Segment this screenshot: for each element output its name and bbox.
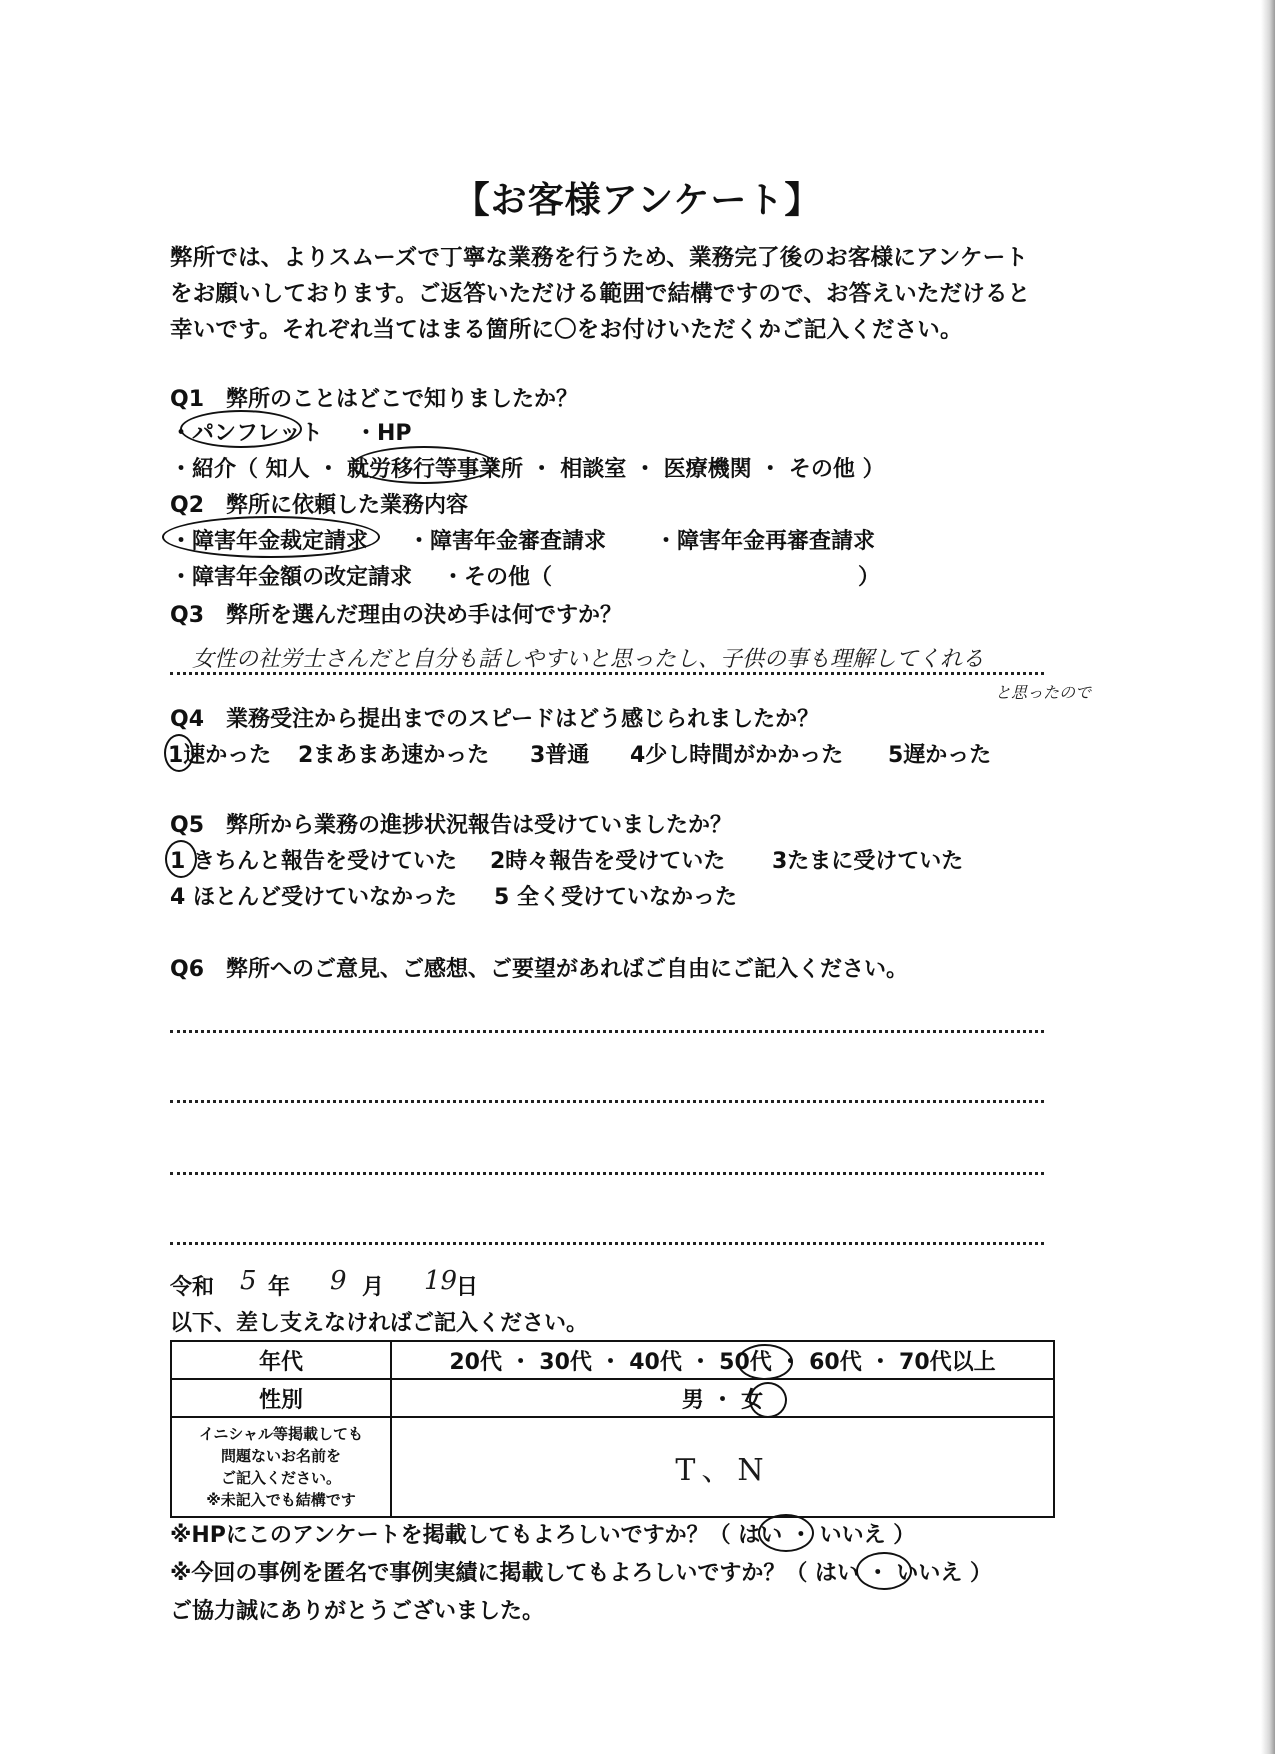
q5-option-4[interactable]: 4 ほとんど受けていなかった xyxy=(170,885,457,910)
date-month-value: 9 xyxy=(330,1266,347,1296)
q2-option-revision[interactable]: ・障害年金額の改定請求 xyxy=(170,565,413,590)
name-label-line-4: ※未記入でも結構です xyxy=(206,1491,356,1509)
q6-answer-line-2[interactable] xyxy=(170,1100,1044,1103)
q2-option-review[interactable]: ・障害年金審査請求 xyxy=(408,529,607,554)
q2-selected-circle xyxy=(162,516,380,558)
name-value-cell[interactable] xyxy=(391,1417,1054,1517)
consent-case-selected-circle xyxy=(856,1552,912,1590)
age-options[interactable] xyxy=(391,1341,1054,1379)
q4-option-1[interactable]: 1速かった xyxy=(168,743,272,768)
q1-question: Q1 弊所のことはどこで知りましたか？ xyxy=(170,387,579,412)
consent-case-study[interactable]: ※今回の事例を匿名で事例実績に掲載してもよろしいですか？（ はい ・ いいえ ） xyxy=(170,1561,993,1586)
gender-label: 性別 xyxy=(171,1379,391,1417)
age-selected-circle xyxy=(737,1344,793,1380)
q1-option-referral[interactable]: ・紹介（ 知人 ・ 就労移行等事業所 ・ 相談室 ・ 医療機関 ・ その他 ） xyxy=(170,457,885,482)
q4-option-2[interactable]: 2まあまあ速かった xyxy=(298,743,490,768)
q4-question: Q4 業務受注から提出までのスピードはどう感じられましたか？ xyxy=(170,707,820,732)
page-title: 【お客様アンケート】 xyxy=(453,180,822,221)
date-year-value: 5 xyxy=(240,1266,257,1296)
page-edge-shadow xyxy=(1261,0,1275,1754)
q5-option-5[interactable]: 5 全く受けていなかった xyxy=(494,885,737,910)
date-day-label: 日 xyxy=(456,1275,479,1300)
q4-option-4[interactable]: 4少し時間がかかった xyxy=(630,743,844,768)
q2-option-initial-claim[interactable]: ・障害年金裁定請求 xyxy=(170,529,369,554)
q4-option-3[interactable]: 3普通 xyxy=(530,743,590,768)
q4-selected-circle xyxy=(164,734,194,772)
q2-question: Q2 弊所に依頼した業務内容 xyxy=(170,493,469,518)
intro-line-1: 弊所では、よりスムーズで丁寧な業務を行うため、業務完了後のお客様にアンケート xyxy=(170,245,1029,271)
age-label: 年代 xyxy=(171,1341,391,1379)
q6-answer-line-3[interactable] xyxy=(170,1172,1044,1175)
q4-option-5[interactable]: 5遅かった xyxy=(888,743,992,768)
q3-handwritten-answer-cont: と思ったので xyxy=(995,683,1092,702)
q5-selected-circle xyxy=(165,840,197,878)
gender-options-text[interactable]: 男 ・ 女 xyxy=(681,1387,764,1413)
name-label-line-1: イニシャル等掲載しても xyxy=(198,1425,364,1443)
date-day-value: 19 xyxy=(424,1266,458,1296)
date-year-label: 年 xyxy=(268,1275,291,1300)
q6-answer-line-1[interactable] xyxy=(170,1030,1044,1033)
consent-hp[interactable]: ※HPにこのアンケートを掲載してもよろしいですか？（ はい ・ いいえ ） xyxy=(170,1523,916,1548)
q6-answer-line-4[interactable] xyxy=(170,1242,1044,1245)
name-label xyxy=(171,1417,391,1517)
optional-note: 以下、差し支えなければご記入ください。 xyxy=(170,1311,589,1336)
q5-question: Q5 弊所から業務の進捗状況報告は受けていましたか？ xyxy=(170,813,733,838)
q3-handwritten-answer: 女性の社労士さんだと自分も話しやすいと思ったし、子供の事も理解してくれる xyxy=(192,647,985,672)
q3-question: Q3 弊所を選んだ理由の決め手は何ですか？ xyxy=(170,603,623,628)
age-options-text[interactable]: 20代 ・ 30代 ・ 40代 ・ 50代 ・ 60代 ・ 70代以上 xyxy=(449,1349,996,1375)
respondent-info-table xyxy=(170,1340,1055,1518)
q5-option-3[interactable]: 3たまに受けていた xyxy=(772,849,964,874)
q2-option-other[interactable]: ・その他（ xyxy=(442,565,553,590)
q1-option-hp[interactable]: ・HP xyxy=(355,421,412,446)
consent-hp-selected-circle xyxy=(758,1514,814,1552)
q1-option-pamphlet[interactable]: ・パンフレット xyxy=(170,421,323,446)
q5-option-2[interactable]: 2時々報告を受けていた xyxy=(490,849,726,874)
q3-answer-line xyxy=(170,672,1044,675)
name-label-line-3: ご記入ください。 xyxy=(220,1469,341,1487)
gender-options[interactable] xyxy=(391,1379,1054,1417)
name-label-line-2: 問題ないお名前を xyxy=(220,1447,341,1465)
name-value: T、N xyxy=(675,1453,770,1488)
intro-line-3: 幸いです。それぞれ当てはまる箇所に〇をお付けいただくかご記入ください。 xyxy=(170,317,963,343)
q2-other-close-paren: ） xyxy=(858,565,881,590)
date-era: 令和 xyxy=(170,1275,215,1300)
gender-selected-circle xyxy=(749,1382,787,1418)
thanks-message: ご協力誠にありがとうございました。 xyxy=(170,1599,545,1624)
q5-option-1[interactable]: 1 きちんと報告を受けていた xyxy=(170,849,457,874)
q2-option-rereview[interactable]: ・障害年金再審査請求 xyxy=(655,529,876,554)
q1-referral-selected-circle xyxy=(352,446,496,484)
q6-question: Q6 弊所へのご意見、ご感想、ご要望があればご自由にご記入ください。 xyxy=(170,957,909,982)
q1-selected-circle xyxy=(180,410,302,448)
date-month-label: 月 xyxy=(362,1275,385,1300)
intro-line-2: をお願いしております。ご返答いただける範囲で結構ですので、お答えいただけると xyxy=(170,281,1031,307)
